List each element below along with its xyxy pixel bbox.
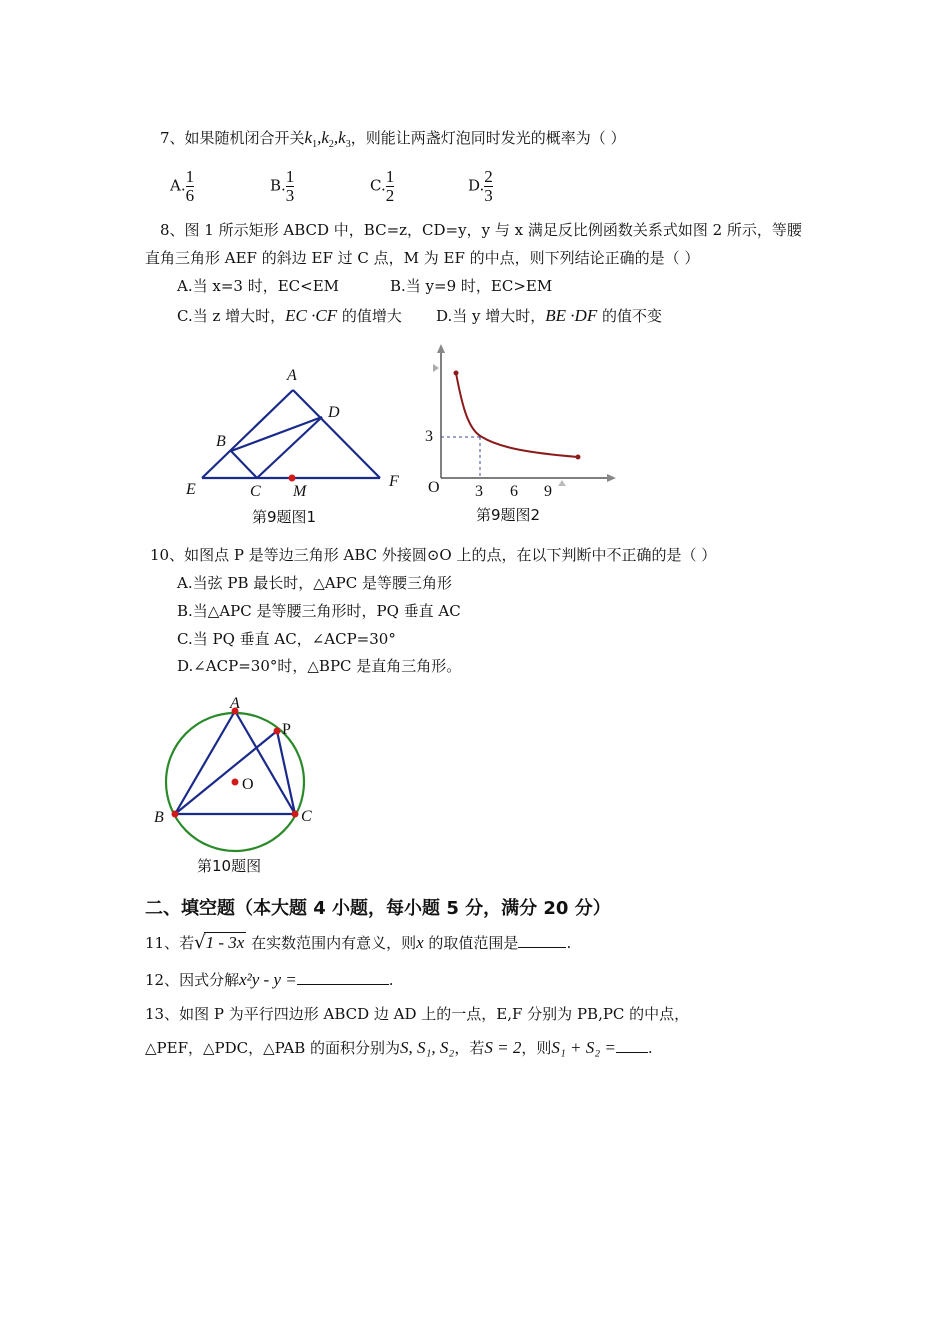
q7-option-b-label: B. bbox=[270, 176, 286, 195]
point-b bbox=[172, 811, 179, 818]
q12 bbox=[145, 970, 394, 990]
figure-9-1 bbox=[180, 362, 410, 532]
curve-end-point bbox=[576, 455, 581, 460]
point-m bbox=[289, 475, 296, 482]
q7-a-num: 1 bbox=[185, 167, 195, 186]
chord-bp bbox=[175, 731, 277, 814]
q7-d-num: 2 bbox=[484, 167, 493, 186]
q7-option-d-label: D. bbox=[468, 176, 485, 195]
label-b: B bbox=[216, 433, 226, 450]
q12-expression: x²y - y = bbox=[239, 970, 297, 989]
q7-c-num: 1 bbox=[385, 167, 395, 186]
q7-option-c bbox=[370, 168, 394, 205]
label-b: B bbox=[154, 809, 164, 826]
q7-option-c-fraction bbox=[386, 168, 395, 205]
q13-text-a: △PEF，△PDC，△PAB 的面积分别为 bbox=[145, 1039, 400, 1057]
q13-ask: S₁ + S₂ = bbox=[551, 1038, 616, 1057]
q11-text-a: 11、若 bbox=[145, 934, 195, 952]
q7-k2: k bbox=[321, 128, 329, 147]
q10-option-d: D.∠ACP=30°时，△BPC 是直角三角形。 bbox=[177, 657, 462, 675]
y-axis-arrow-icon bbox=[437, 344, 445, 353]
q13-line2 bbox=[145, 1038, 653, 1058]
q12-period: . bbox=[388, 971, 394, 989]
curve-start-point bbox=[454, 371, 459, 376]
q7-stem-text: 7、如果随机闭合开关 bbox=[160, 129, 305, 147]
section-2-heading: 二、填空题（本大题 4 小题，每小题 5 分，满分 20 分） bbox=[145, 898, 611, 919]
figure-10 bbox=[145, 692, 335, 882]
label-p: P bbox=[282, 721, 291, 738]
x-marker-icon bbox=[558, 480, 566, 486]
q11-text-c: 的取值范围是 bbox=[428, 934, 519, 952]
q7-stem-text-b: ，则能让两盏灯泡同时发光的概率为（ ） bbox=[350, 129, 626, 147]
q8-option-a: A.当 x=3 时，EC<EM bbox=[177, 277, 340, 295]
q12-answer-blank[interactable] bbox=[297, 984, 389, 985]
q7-option-a-fraction bbox=[186, 168, 195, 205]
q8-line1: 8、图 1 所示矩形 ABCD 中，BC=z，CD=y，y 与 x 满足反比例函数关系式如图 2 所示，等腰 bbox=[160, 221, 802, 239]
q12-text: 12、因式分解 bbox=[145, 971, 240, 989]
label-a: A bbox=[287, 367, 297, 384]
edge-bc bbox=[231, 451, 257, 478]
q13-text-c: ，则 bbox=[521, 1039, 552, 1057]
q13-text-b: ，若 bbox=[454, 1039, 485, 1057]
q10-option-a: A.当弦 PB 最长时，△APC 是等腰三角形 bbox=[177, 574, 452, 592]
q7-a-den: 6 bbox=[185, 186, 195, 205]
q7-option-c-label: C. bbox=[370, 176, 386, 195]
q8-option-c-expr: EC ·CF bbox=[285, 306, 338, 325]
q8-option-d bbox=[436, 306, 662, 326]
label-e: E bbox=[186, 481, 196, 498]
q13-areas: S, S₁, S₂ bbox=[400, 1038, 455, 1057]
q10-option-c: C.当 PQ 垂直 AC，∠ACP=30° bbox=[177, 630, 396, 648]
q8-option-b: B.当 y=9 时，EC>EM bbox=[390, 277, 553, 295]
point-c bbox=[292, 811, 299, 818]
q11-answer-blank[interactable] bbox=[518, 947, 566, 948]
q13-period: . bbox=[647, 1039, 653, 1057]
q11-text-b: 在实数范围内有意义，则 bbox=[251, 934, 417, 952]
q13-line1: 13、如图 P 为平行四边形 ABCD 边 AD 上的一点，E,F 分别为 PB,PC 的中点， bbox=[145, 1005, 690, 1023]
label-c: C bbox=[250, 483, 261, 500]
edge-ab bbox=[175, 711, 235, 814]
inverse-curve bbox=[456, 373, 578, 457]
q13-condition: S = 2 bbox=[484, 1038, 522, 1057]
x-tick-3: 3 bbox=[475, 483, 483, 500]
fig9-1-caption: 第9题图1 bbox=[252, 508, 317, 526]
q8-option-c-text: C.当 z 增大时， bbox=[177, 307, 286, 325]
q11-variable: x bbox=[416, 933, 424, 952]
y-marker-icon bbox=[433, 364, 439, 372]
q11-period: . bbox=[566, 934, 572, 952]
fig10-caption: 第10题图 bbox=[197, 857, 262, 875]
fig9-2-caption: 第9题图2 bbox=[476, 506, 541, 524]
label-o: O bbox=[242, 776, 254, 793]
q10-option-b: B.当△APC 是等腰三角形时，PQ 垂直 AC bbox=[177, 602, 461, 620]
q8-option-c-text-b: 的值增大 bbox=[337, 307, 402, 325]
origin-label: O bbox=[428, 479, 440, 496]
label-a: A bbox=[230, 695, 240, 712]
q7-stem bbox=[160, 128, 625, 155]
label-d: D bbox=[328, 404, 340, 421]
q7-k3: k bbox=[338, 128, 346, 147]
q10-stem: 10、如图点 P 是等边三角形 ABC 外接圆⊙O 上的点，在以下判断中不正确的是（ ） bbox=[150, 546, 717, 564]
q7-d-den: 3 bbox=[484, 186, 493, 205]
q8-option-c bbox=[177, 306, 402, 326]
q7-option-b-fraction bbox=[286, 168, 295, 205]
q8-line2: 直角三角形 AEF 的斜边 EF 过 C 点，M 为 EF 的中点，则下列结论正确的是（ ） bbox=[145, 249, 700, 267]
point-p bbox=[274, 728, 281, 735]
edge-bd bbox=[231, 417, 322, 451]
q7-b-num: 1 bbox=[285, 167, 295, 186]
q13-answer-blank[interactable] bbox=[616, 1052, 648, 1053]
q8-option-d-text: D.当 y 增大时， bbox=[436, 307, 546, 325]
x-axis-arrow-icon bbox=[607, 474, 616, 482]
x-tick-6: 6 bbox=[510, 483, 518, 500]
edge-cd bbox=[257, 417, 322, 478]
q7-option-a bbox=[170, 168, 194, 205]
q7-b-den: 3 bbox=[285, 186, 295, 205]
figure-9-2 bbox=[420, 340, 630, 530]
q7-switch-list: $k_1,k_2,k_3$ bbox=[304, 128, 351, 150]
q7-option-a-label: A. bbox=[170, 176, 186, 195]
q11 bbox=[145, 932, 571, 953]
q7-c-den: 2 bbox=[385, 186, 395, 205]
q7-k1: k bbox=[304, 128, 313, 147]
q11-radicand: 1 - 3x bbox=[205, 933, 245, 952]
q8-option-d-expr: BE ·DF bbox=[545, 306, 598, 325]
fig9-1-lines bbox=[202, 390, 380, 478]
q8-option-d-text-b: 的值不变 bbox=[597, 307, 662, 325]
label-c: C bbox=[301, 808, 312, 825]
sqrt-icon: √ bbox=[194, 932, 206, 953]
label-m: M bbox=[293, 483, 307, 500]
y-tick-3: 3 bbox=[425, 428, 433, 445]
q7-option-b bbox=[270, 168, 294, 205]
q7-option-d-fraction bbox=[484, 168, 493, 205]
point-o bbox=[232, 779, 239, 786]
label-f: F bbox=[389, 473, 399, 490]
q7-option-d bbox=[468, 168, 493, 205]
x-tick-9: 9 bbox=[544, 483, 552, 500]
